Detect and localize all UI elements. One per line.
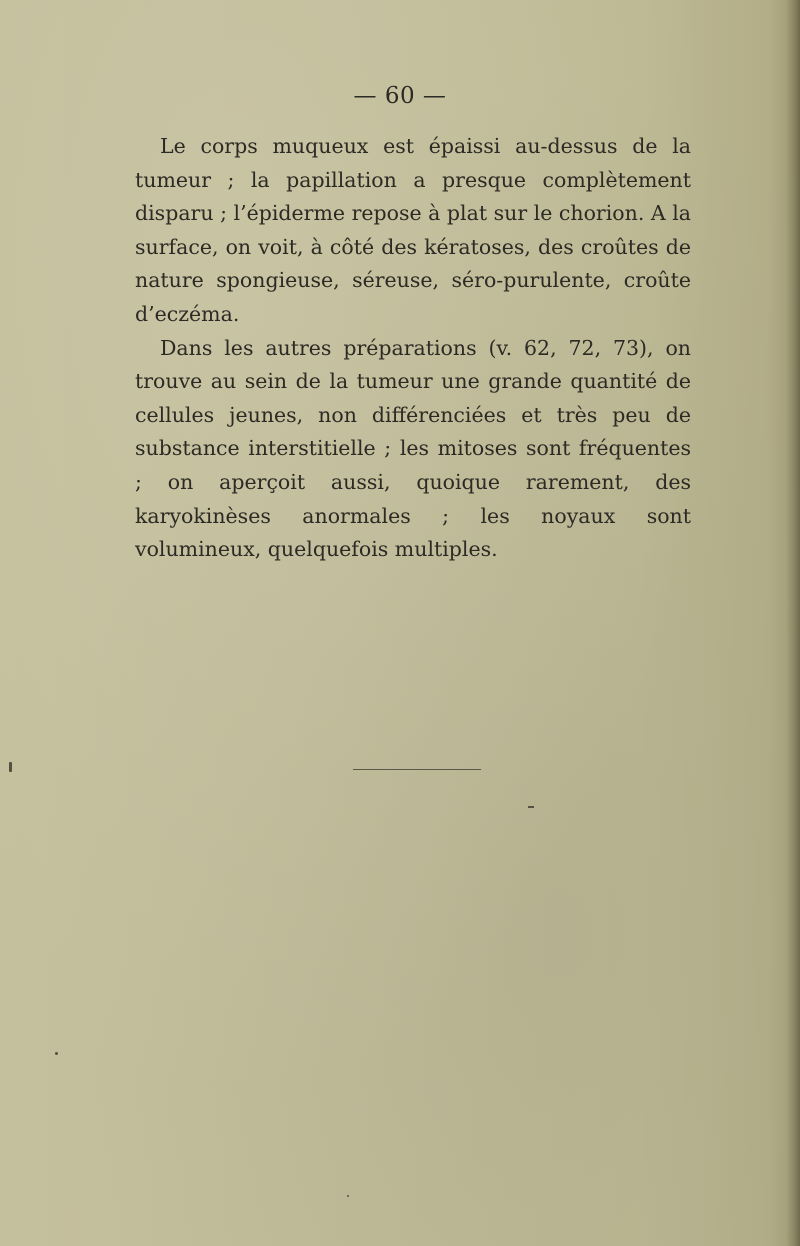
paragraph-2: Dans les autres préparations (v. 62, 72, 73), on trouve au sein de la tumeur une grande quantité de cellules jeunes, non différenciées et très peu de substance interstitielle ; les mitoses sont fréquentes ; on aperçoit aussi, quoique rarement, des karyokinèses anormales ; les noyaux sont volumineux, quelquefois multiples.: [135, 335, 691, 562]
section-divider: [353, 769, 481, 770]
page-edge-shadow: [786, 0, 800, 1246]
paragraph-1: Le corps muqueux est épaissi au-dessus de la tumeur ; la papillation a presque complètement disparu ; l’épiderme repose à plat sur le chorion. A la surface, on voit, à côté des kératoses, des croûtes de nature spongieuse, séreuse, séro-purulente, croûte d’eczéma.: [135, 134, 691, 326]
ink-speck: [55, 1052, 58, 1055]
page-number: — 60 —: [353, 83, 447, 109]
ink-speck: [347, 1195, 349, 1197]
ink-speck: [9, 762, 12, 772]
ink-speck: [528, 806, 534, 808]
body-text: [135, 130, 691, 567]
